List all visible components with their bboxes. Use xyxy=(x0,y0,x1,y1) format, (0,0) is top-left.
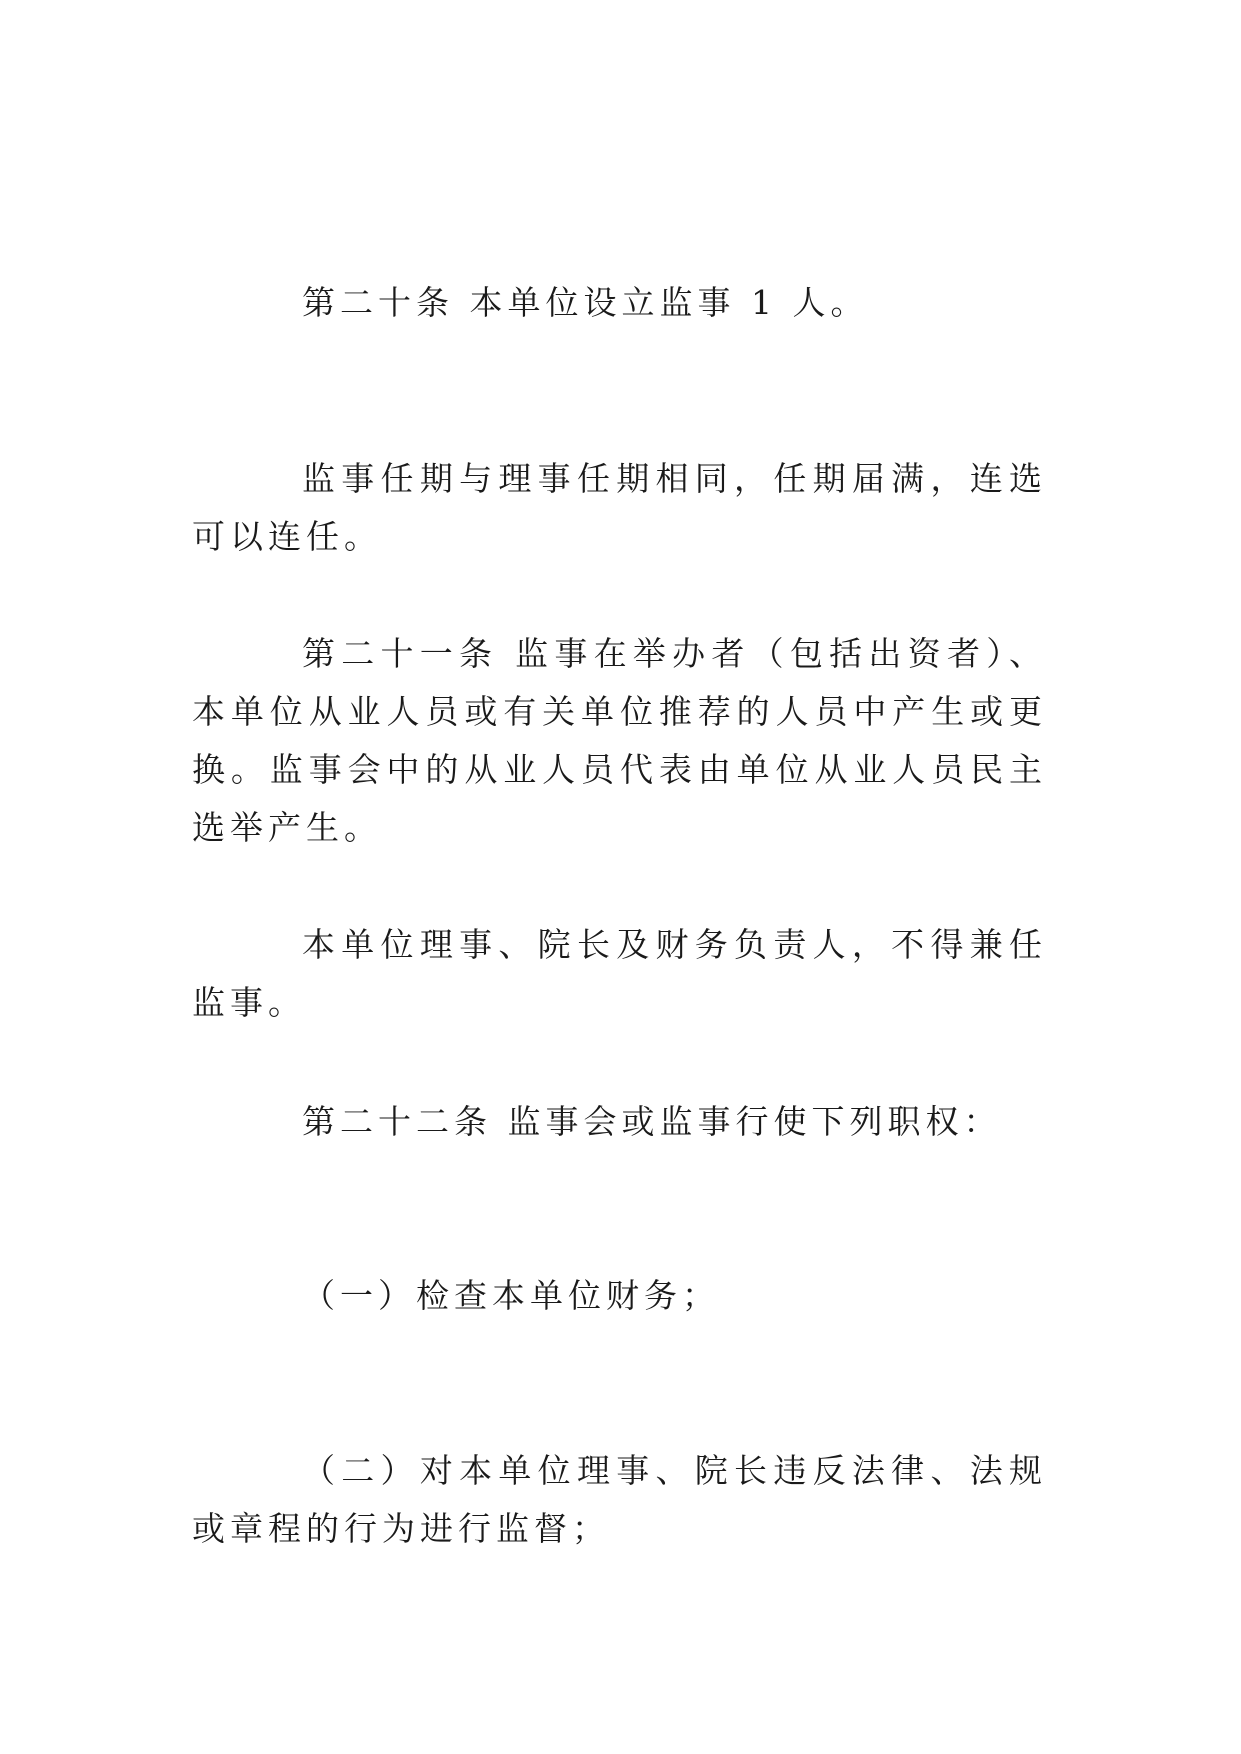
paragraph-no-concurrent-post: 本单位理事、院长及财务负责人，不得兼任监事。 xyxy=(192,925,1047,1022)
list-item-1: （一）检查本单位财务； xyxy=(302,1276,720,1315)
list-item-2: （二）对本单位理事、院长违反法律、法规或章程的行为进行监督； xyxy=(192,1451,1047,1548)
paragraph-article-21: 第二十一条 监事在举办者（包括出资者）、本单位从业人员或有关单位推荐的人员中产生或更换。监事会中的从业人员代表由单位从业人员民主选举产生。 xyxy=(192,634,1047,847)
paragraph-article-22: 第二十二条 监事会或监事行使下列职权： xyxy=(302,1102,1002,1141)
paragraph-supervisor-term: 监事任期与理事任期相同，任期届满，连选可以连任。 xyxy=(192,459,1047,556)
paragraph-article-20: 第二十条 本单位设立监事 1 人。 xyxy=(302,283,869,322)
